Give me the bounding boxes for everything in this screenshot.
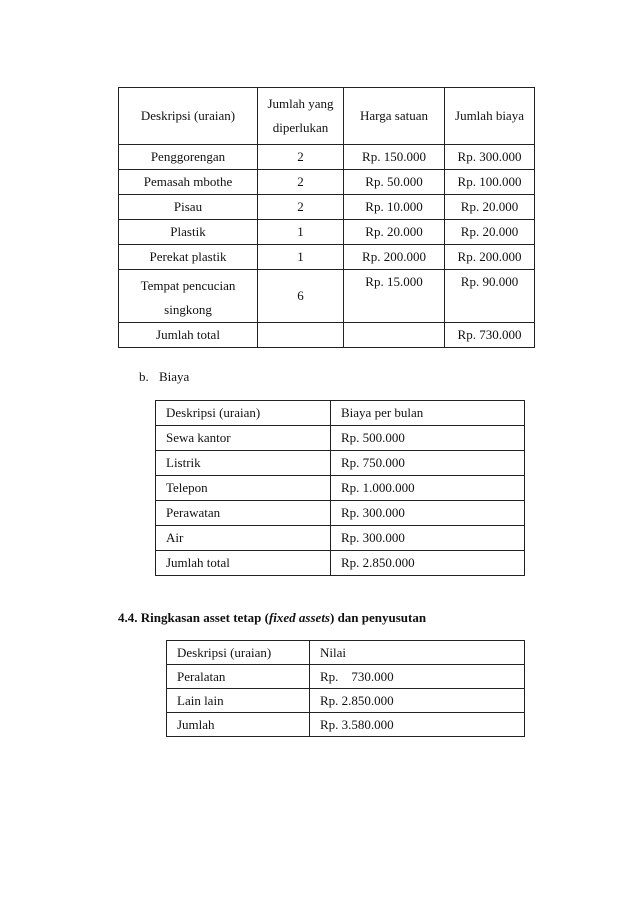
table-cell: Rp. 500.000 xyxy=(331,426,525,451)
table-cell: Penggorengan xyxy=(119,145,258,170)
header-cell: Deskripsi (uraian) xyxy=(119,88,258,145)
list-letter: b. xyxy=(139,369,149,384)
table-cell: Telepon xyxy=(156,476,331,501)
table-cell: Perawatan xyxy=(156,501,331,526)
header-cell: Deskripsi (uraian) xyxy=(156,401,331,426)
section-title: Biaya xyxy=(159,369,190,384)
table-cell: 2 xyxy=(258,145,344,170)
table-cell: Rp. 150.000 xyxy=(344,145,445,170)
table-header-row xyxy=(119,88,535,145)
heading-text: ) dan penyusutan xyxy=(330,610,427,625)
section-b-heading xyxy=(139,369,189,385)
table-cell: Rp. 200.000 xyxy=(445,245,535,270)
equipment-table xyxy=(118,87,535,348)
table-row xyxy=(119,195,535,220)
table-row xyxy=(119,170,535,195)
table-cell: Rp. 20.000 xyxy=(344,220,445,245)
table-cell xyxy=(344,323,445,348)
section-4-4-heading xyxy=(118,610,426,626)
table-cell: Pisau xyxy=(119,195,258,220)
table-cell: Plastik xyxy=(119,220,258,245)
fixed-assets-table xyxy=(166,640,525,737)
table-cell: 2 xyxy=(258,195,344,220)
table-row xyxy=(167,689,525,713)
table-cell: Rp. 20.000 xyxy=(445,220,535,245)
table-cell xyxy=(119,270,258,323)
table-total-row xyxy=(119,323,535,348)
table-cell: Perekat plastik xyxy=(119,245,258,270)
table-cell: Listrik xyxy=(156,451,331,476)
header-cell: Biaya per bulan xyxy=(331,401,525,426)
table-cell: Rp. 300.000 xyxy=(331,501,525,526)
table-total-row xyxy=(156,551,525,576)
table-row xyxy=(119,270,535,323)
table-cell: 1 xyxy=(258,220,344,245)
table-cell: Rp. 100.000 xyxy=(445,170,535,195)
cell-line: singkong xyxy=(164,302,212,317)
table-row xyxy=(167,665,525,689)
table-row xyxy=(156,476,525,501)
table-cell xyxy=(258,323,344,348)
table-cell: Rp. 2.850.000 xyxy=(310,689,525,713)
table-cell: Rp. 1.000.000 xyxy=(331,476,525,501)
table-row xyxy=(156,526,525,551)
cell-line: Tempat pencucian xyxy=(140,278,236,293)
table-cell: Rp. 15.000 xyxy=(344,270,445,323)
table-cell: 6 xyxy=(258,270,344,323)
table-cell: Air xyxy=(156,526,331,551)
table-row xyxy=(156,501,525,526)
table-cell: Sewa kantor xyxy=(156,426,331,451)
table-cell: Jumlah total xyxy=(156,551,331,576)
table-cell: Rp. 10.000 xyxy=(344,195,445,220)
table-row xyxy=(156,426,525,451)
costs-table xyxy=(155,400,525,576)
table-cell: Rp. 200.000 xyxy=(344,245,445,270)
header-cell xyxy=(258,88,344,145)
header-cell: Nilai xyxy=(310,641,525,665)
table-cell: Rp. 730.000 xyxy=(445,323,535,348)
table-cell: Rp. 50.000 xyxy=(344,170,445,195)
table-cell: Rp. 300.000 xyxy=(445,145,535,170)
table-cell: Jumlah total xyxy=(119,323,258,348)
table-total-row xyxy=(167,713,525,737)
table-cell: Peralatan xyxy=(167,665,310,689)
heading-text: 4.4. Ringkasan asset tetap ( xyxy=(118,610,269,625)
table-cell: Rp. 2.850.000 xyxy=(331,551,525,576)
table-cell: Pemasah mbothe xyxy=(119,170,258,195)
table-row xyxy=(156,451,525,476)
table-cell: Rp. 750.000 xyxy=(331,451,525,476)
heading-italic: fixed assets xyxy=(268,610,330,625)
table-cell: Rp. 730.000 xyxy=(310,665,525,689)
header-line: diperlukan xyxy=(272,120,329,135)
table-cell: Jumlah xyxy=(167,713,310,737)
table-cell: Lain lain xyxy=(167,689,310,713)
table-cell: Rp. 20.000 xyxy=(445,195,535,220)
table-row xyxy=(119,245,535,270)
header-line: Jumlah yang xyxy=(267,96,334,111)
header-cell: Harga satuan xyxy=(344,88,445,145)
table-cell: Rp. 3.580.000 xyxy=(310,713,525,737)
table-cell: 2 xyxy=(258,170,344,195)
table-row xyxy=(119,220,535,245)
header-cell: Deskripsi (uraian) xyxy=(167,641,310,665)
table-header-row xyxy=(167,641,525,665)
table-header-row xyxy=(156,401,525,426)
table-cell: 1 xyxy=(258,245,344,270)
header-cell: Jumlah biaya xyxy=(445,88,535,145)
table-cell: Rp. 90.000 xyxy=(445,270,535,323)
table-row xyxy=(119,145,535,170)
table-cell: Rp. 300.000 xyxy=(331,526,525,551)
